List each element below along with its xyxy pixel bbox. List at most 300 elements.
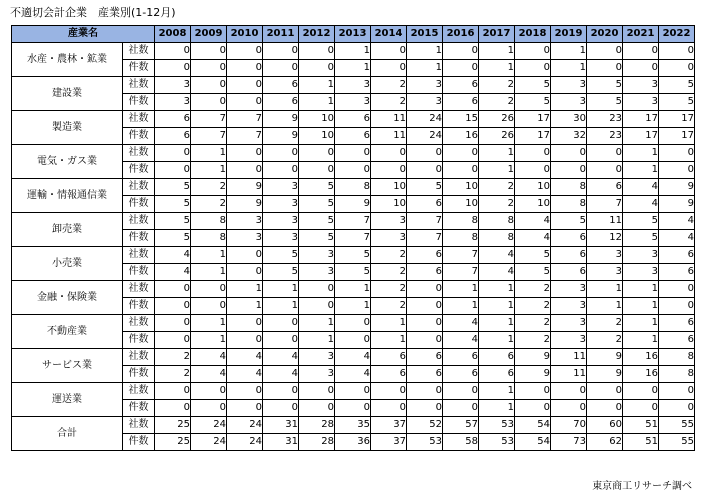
value-cell: 3 — [551, 77, 587, 94]
value-cell: 11 — [587, 213, 623, 230]
value-cell: 4 — [659, 213, 695, 230]
value-cell: 1 — [479, 162, 515, 179]
value-cell: 16 — [623, 366, 659, 383]
row-type-label: 件数 — [123, 196, 155, 213]
value-cell: 35 — [335, 417, 371, 434]
value-cell: 10 — [515, 196, 551, 213]
value-cell: 4 — [479, 247, 515, 264]
value-cell: 2 — [371, 281, 407, 298]
value-cell: 24 — [407, 128, 443, 145]
value-cell: 3 — [623, 264, 659, 281]
value-cell: 23 — [587, 128, 623, 145]
value-cell: 1 — [335, 43, 371, 60]
value-cell: 3 — [623, 247, 659, 264]
value-cell: 17 — [515, 111, 551, 128]
value-cell: 0 — [191, 383, 227, 400]
value-cell: 9 — [515, 366, 551, 383]
value-cell: 5 — [551, 213, 587, 230]
value-cell: 1 — [587, 298, 623, 315]
value-cell: 0 — [659, 145, 695, 162]
value-cell: 0 — [299, 60, 335, 77]
value-cell: 0 — [299, 298, 335, 315]
header-year: 2012 — [299, 26, 335, 43]
value-cell: 1 — [371, 332, 407, 349]
row-type-label: 社数 — [123, 213, 155, 230]
value-cell: 0 — [335, 145, 371, 162]
value-cell: 0 — [443, 383, 479, 400]
value-cell: 0 — [335, 315, 371, 332]
value-cell: 0 — [155, 60, 191, 77]
value-cell: 17 — [659, 128, 695, 145]
value-cell: 0 — [551, 400, 587, 417]
value-cell: 6 — [659, 247, 695, 264]
value-cell: 73 — [551, 434, 587, 451]
value-cell: 1 — [479, 281, 515, 298]
value-cell: 17 — [623, 111, 659, 128]
value-cell: 1 — [263, 298, 299, 315]
value-cell: 2 — [371, 247, 407, 264]
value-cell: 54 — [515, 417, 551, 434]
value-cell: 1 — [623, 281, 659, 298]
value-cell: 5 — [263, 264, 299, 281]
header-year: 2013 — [335, 26, 371, 43]
value-cell: 6 — [371, 366, 407, 383]
value-cell: 0 — [371, 400, 407, 417]
header-year: 2014 — [371, 26, 407, 43]
value-cell: 5 — [155, 230, 191, 247]
value-cell: 52 — [407, 417, 443, 434]
value-cell: 1 — [227, 298, 263, 315]
value-cell: 1 — [299, 77, 335, 94]
row-type-label: 社数 — [123, 179, 155, 196]
value-cell: 0 — [299, 43, 335, 60]
value-cell: 0 — [155, 162, 191, 179]
value-cell: 1 — [623, 145, 659, 162]
table-body — [12, 43, 695, 451]
row-type-label: 社数 — [123, 77, 155, 94]
value-cell: 3 — [227, 230, 263, 247]
value-cell: 9 — [659, 196, 695, 213]
value-cell: 3 — [623, 77, 659, 94]
value-cell: 70 — [551, 417, 587, 434]
value-cell: 0 — [263, 332, 299, 349]
value-cell: 4 — [227, 349, 263, 366]
row-type-label: 社数 — [123, 417, 155, 434]
value-cell: 28 — [299, 434, 335, 451]
value-cell: 7 — [335, 213, 371, 230]
value-cell: 0 — [227, 77, 263, 94]
value-cell: 0 — [587, 162, 623, 179]
value-cell: 1 — [407, 60, 443, 77]
value-cell: 3 — [335, 94, 371, 111]
industry-name: 運送業 — [12, 383, 123, 417]
value-cell: 3 — [299, 349, 335, 366]
value-cell: 10 — [443, 196, 479, 213]
value-cell: 1 — [587, 281, 623, 298]
value-cell: 1 — [443, 298, 479, 315]
value-cell: 0 — [587, 60, 623, 77]
value-cell: 0 — [191, 281, 227, 298]
row-type-label: 社数 — [123, 43, 155, 60]
value-cell: 4 — [479, 264, 515, 281]
row-type-label: 件数 — [123, 366, 155, 383]
value-cell: 1 — [479, 332, 515, 349]
value-cell: 0 — [443, 145, 479, 162]
value-cell: 5 — [659, 77, 695, 94]
table-row — [12, 43, 695, 60]
value-cell: 0 — [227, 383, 263, 400]
value-cell: 6 — [407, 247, 443, 264]
value-cell: 51 — [623, 434, 659, 451]
value-cell: 6 — [479, 349, 515, 366]
value-cell: 1 — [623, 315, 659, 332]
value-cell: 12 — [587, 230, 623, 247]
value-cell: 0 — [155, 400, 191, 417]
industry-name: 卸売業 — [12, 213, 123, 247]
value-cell: 9 — [263, 111, 299, 128]
value-cell: 6 — [443, 94, 479, 111]
value-cell: 1 — [299, 94, 335, 111]
header-year: 2022 — [659, 26, 695, 43]
value-cell: 6 — [443, 349, 479, 366]
value-cell: 0 — [263, 43, 299, 60]
row-type-label: 件数 — [123, 400, 155, 417]
header-year: 2015 — [407, 26, 443, 43]
industry-name: 金融・保険業 — [12, 281, 123, 315]
value-cell: 2 — [515, 298, 551, 315]
value-cell: 4 — [263, 366, 299, 383]
value-cell: 1 — [551, 60, 587, 77]
value-cell: 8 — [659, 366, 695, 383]
value-cell: 0 — [299, 400, 335, 417]
value-cell: 3 — [551, 315, 587, 332]
value-cell: 7 — [227, 128, 263, 145]
value-cell: 31 — [263, 434, 299, 451]
value-cell: 0 — [227, 162, 263, 179]
value-cell: 26 — [479, 111, 515, 128]
value-cell: 1 — [191, 247, 227, 264]
value-cell: 0 — [155, 332, 191, 349]
value-cell: 8 — [551, 196, 587, 213]
value-cell: 37 — [371, 417, 407, 434]
value-cell: 0 — [263, 60, 299, 77]
value-cell: 6 — [335, 128, 371, 145]
value-cell: 3 — [299, 366, 335, 383]
value-cell: 1 — [191, 315, 227, 332]
value-cell: 5 — [623, 230, 659, 247]
value-cell: 5 — [335, 247, 371, 264]
value-cell: 6 — [443, 366, 479, 383]
value-cell: 0 — [623, 43, 659, 60]
value-cell: 5 — [515, 94, 551, 111]
industry-name: 小売業 — [12, 247, 123, 281]
value-cell: 0 — [551, 145, 587, 162]
value-cell: 36 — [335, 434, 371, 451]
value-cell: 6 — [551, 264, 587, 281]
value-cell: 0 — [407, 298, 443, 315]
value-cell: 0 — [227, 400, 263, 417]
value-cell: 2 — [191, 179, 227, 196]
value-cell: 24 — [191, 434, 227, 451]
source-note: 東京商工リサーチ調べ — [592, 481, 692, 492]
value-cell: 4 — [443, 315, 479, 332]
row-type-label: 件数 — [123, 332, 155, 349]
value-cell: 0 — [227, 315, 263, 332]
row-type-label: 社数 — [123, 111, 155, 128]
value-cell: 11 — [371, 128, 407, 145]
value-cell: 1 — [443, 281, 479, 298]
value-cell: 5 — [299, 196, 335, 213]
value-cell: 8 — [191, 230, 227, 247]
value-cell: 1 — [479, 145, 515, 162]
value-cell: 3 — [263, 230, 299, 247]
value-cell: 10 — [371, 179, 407, 196]
industry-name: 電気・ガス業 — [12, 145, 123, 179]
value-cell: 17 — [623, 128, 659, 145]
value-cell: 5 — [155, 179, 191, 196]
value-cell: 57 — [443, 417, 479, 434]
value-cell: 3 — [407, 94, 443, 111]
value-cell: 2 — [155, 366, 191, 383]
value-cell: 6 — [335, 111, 371, 128]
header-row — [12, 26, 695, 43]
value-cell: 1 — [191, 264, 227, 281]
value-cell: 26 — [479, 128, 515, 145]
value-cell: 6 — [659, 315, 695, 332]
value-cell: 16 — [443, 128, 479, 145]
value-cell: 60 — [587, 417, 623, 434]
value-cell: 4 — [155, 247, 191, 264]
header-year: 2010 — [227, 26, 263, 43]
value-cell: 55 — [659, 417, 695, 434]
value-cell: 0 — [227, 43, 263, 60]
value-cell: 4 — [227, 366, 263, 383]
value-cell: 1 — [623, 332, 659, 349]
row-type-label: 社数 — [123, 281, 155, 298]
value-cell: 6 — [551, 230, 587, 247]
value-cell: 23 — [587, 111, 623, 128]
value-cell: 3 — [551, 298, 587, 315]
value-cell: 1 — [407, 43, 443, 60]
value-cell: 5 — [587, 94, 623, 111]
value-cell: 28 — [299, 417, 335, 434]
value-cell: 1 — [479, 315, 515, 332]
value-cell: 0 — [191, 298, 227, 315]
value-cell: 0 — [407, 383, 443, 400]
value-cell: 7 — [443, 264, 479, 281]
header-year: 2017 — [479, 26, 515, 43]
value-cell: 5 — [155, 196, 191, 213]
value-cell: 1 — [263, 281, 299, 298]
header-year: 2018 — [515, 26, 551, 43]
table-row — [12, 247, 695, 264]
value-cell: 8 — [443, 213, 479, 230]
value-cell: 9 — [587, 349, 623, 366]
value-cell: 31 — [263, 417, 299, 434]
value-cell: 0 — [299, 162, 335, 179]
value-cell: 0 — [407, 332, 443, 349]
value-cell: 1 — [623, 162, 659, 179]
value-cell: 25 — [155, 434, 191, 451]
value-cell: 0 — [551, 383, 587, 400]
value-cell: 1 — [335, 60, 371, 77]
value-cell: 0 — [371, 43, 407, 60]
row-type-label: 件数 — [123, 94, 155, 111]
industry-name: 建設業 — [12, 77, 123, 111]
value-cell: 3 — [227, 213, 263, 230]
value-cell: 0 — [191, 60, 227, 77]
value-cell: 3 — [299, 264, 335, 281]
value-cell: 5 — [515, 264, 551, 281]
header-year: 2021 — [623, 26, 659, 43]
value-cell: 4 — [515, 213, 551, 230]
value-cell: 0 — [659, 60, 695, 77]
value-cell: 1 — [335, 281, 371, 298]
value-cell: 6 — [587, 179, 623, 196]
value-cell: 0 — [515, 162, 551, 179]
table-row — [12, 213, 695, 230]
value-cell: 2 — [587, 332, 623, 349]
value-cell: 0 — [335, 400, 371, 417]
value-cell: 6 — [479, 366, 515, 383]
value-cell: 3 — [263, 213, 299, 230]
value-cell: 5 — [623, 213, 659, 230]
value-cell: 1 — [623, 298, 659, 315]
value-cell: 0 — [299, 281, 335, 298]
value-cell: 0 — [515, 145, 551, 162]
value-cell: 17 — [659, 111, 695, 128]
table-row — [12, 179, 695, 196]
row-type-label: 社数 — [123, 315, 155, 332]
header-year: 2016 — [443, 26, 479, 43]
value-cell: 4 — [191, 349, 227, 366]
value-cell: 1 — [227, 281, 263, 298]
value-cell: 2 — [155, 349, 191, 366]
industry-name: 運輸・情報通信業 — [12, 179, 123, 213]
value-cell: 25 — [155, 417, 191, 434]
value-cell: 9 — [587, 366, 623, 383]
industry-name: 水産・農林・鉱業 — [12, 43, 123, 77]
value-cell: 3 — [587, 247, 623, 264]
value-cell: 2 — [515, 281, 551, 298]
industry-name: 製造業 — [12, 111, 123, 145]
value-cell: 3 — [587, 264, 623, 281]
value-cell: 2 — [191, 196, 227, 213]
value-cell: 4 — [191, 366, 227, 383]
value-cell: 2 — [371, 264, 407, 281]
table-row — [12, 315, 695, 332]
value-cell: 6 — [155, 111, 191, 128]
value-cell: 1 — [479, 43, 515, 60]
value-cell: 1 — [479, 298, 515, 315]
value-cell: 6 — [371, 349, 407, 366]
value-cell: 0 — [659, 162, 695, 179]
value-cell: 11 — [551, 349, 587, 366]
value-cell: 10 — [371, 196, 407, 213]
value-cell: 9 — [227, 196, 263, 213]
value-cell: 3 — [335, 77, 371, 94]
value-cell: 24 — [407, 111, 443, 128]
value-cell: 2 — [371, 77, 407, 94]
industry-table — [11, 25, 695, 451]
value-cell: 0 — [371, 145, 407, 162]
value-cell: 3 — [623, 94, 659, 111]
value-cell: 3 — [263, 196, 299, 213]
value-cell: 6 — [551, 247, 587, 264]
value-cell: 5 — [299, 230, 335, 247]
header-year: 2008 — [155, 26, 191, 43]
industry-name: 不動産業 — [12, 315, 123, 349]
value-cell: 0 — [263, 400, 299, 417]
value-cell: 7 — [407, 230, 443, 247]
row-type-label: 社数 — [123, 383, 155, 400]
value-cell: 0 — [659, 281, 695, 298]
value-cell: 2 — [479, 94, 515, 111]
value-cell: 5 — [299, 179, 335, 196]
row-type-label: 件数 — [123, 434, 155, 451]
value-cell: 3 — [551, 281, 587, 298]
value-cell: 16 — [623, 349, 659, 366]
value-cell: 8 — [443, 230, 479, 247]
value-cell: 0 — [227, 247, 263, 264]
value-cell: 0 — [299, 145, 335, 162]
value-cell: 0 — [299, 383, 335, 400]
value-cell: 4 — [443, 332, 479, 349]
header-year: 2019 — [551, 26, 587, 43]
header-industry-name: 産業名 — [12, 26, 155, 43]
value-cell: 9 — [263, 128, 299, 145]
value-cell: 0 — [191, 400, 227, 417]
industry-name: サービス業 — [12, 349, 123, 383]
row-type-label: 件数 — [123, 298, 155, 315]
value-cell: 0 — [407, 400, 443, 417]
value-cell: 7 — [191, 111, 227, 128]
value-cell: 10 — [299, 111, 335, 128]
value-cell: 8 — [659, 349, 695, 366]
value-cell: 0 — [155, 298, 191, 315]
value-cell: 5 — [407, 179, 443, 196]
value-cell: 3 — [407, 77, 443, 94]
row-type-label: 件数 — [123, 60, 155, 77]
value-cell: 17 — [515, 128, 551, 145]
value-cell: 53 — [479, 434, 515, 451]
value-cell: 0 — [335, 162, 371, 179]
value-cell: 4 — [659, 230, 695, 247]
value-cell: 0 — [371, 383, 407, 400]
value-cell: 5 — [659, 94, 695, 111]
header-year: 2009 — [191, 26, 227, 43]
table-row — [12, 145, 695, 162]
header-year: 2020 — [587, 26, 623, 43]
value-cell: 37 — [371, 434, 407, 451]
value-cell: 3 — [371, 213, 407, 230]
value-cell: 3 — [551, 332, 587, 349]
value-cell: 0 — [263, 383, 299, 400]
row-type-label: 社数 — [123, 145, 155, 162]
value-cell: 0 — [227, 264, 263, 281]
value-cell: 2 — [479, 179, 515, 196]
table-row — [12, 77, 695, 94]
value-cell: 51 — [623, 417, 659, 434]
value-cell: 3 — [155, 94, 191, 111]
value-cell: 10 — [299, 128, 335, 145]
value-cell: 4 — [623, 179, 659, 196]
value-cell: 9 — [515, 349, 551, 366]
value-cell: 3 — [263, 179, 299, 196]
value-cell: 30 — [551, 111, 587, 128]
table-row — [12, 383, 695, 400]
value-cell: 7 — [191, 128, 227, 145]
